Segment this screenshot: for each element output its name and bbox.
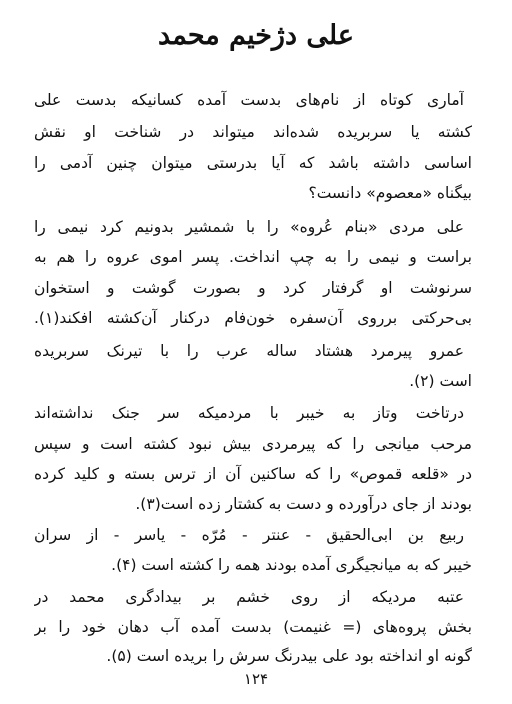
paragraph-2-line-3: سرنوشت او گرفتار کرد و بصورت گوشت و استخوان bbox=[34, 279, 472, 297]
paragraph-1-line-1: آماری کوتاه از نام‌های بدست آمده کسانیکه بدست علی bbox=[34, 91, 464, 109]
page-title: علی دژخیم محمد bbox=[158, 20, 354, 51]
paragraph-5-line-1: ربیع بن ابی‌الحقیق - عنتر - مُرّه - یاسر - از سران bbox=[34, 526, 464, 544]
paragraph-6-line-3: گونه او انداخته بود علی بیدرنگ سرش را بریده است (۵). bbox=[106, 647, 472, 665]
paragraph-4-line-2: مرحب میانجی را که پیرمردی بیش نبود کشته است و سپس bbox=[34, 435, 472, 453]
paragraph-6-line-1: عتبه مردیکه از روی خشم بر بیدادگری محمد در bbox=[34, 588, 464, 606]
paragraph-4-line-3: در «قلعه قموص» را که ساکنین آن از ترس بسته و کلید کرده bbox=[34, 465, 472, 483]
page-number: ۱۲۴ bbox=[243, 670, 269, 688]
paragraph-2-line-4: بی‌حرکتی برروی آن‌سفره خون‌فام درکنار آن‌کشته افکند(۱). bbox=[34, 309, 472, 327]
paragraph-4-line-1: درتاخت وتاز به خیبر با مردمیکه سر جنک نداشته‌اند bbox=[34, 404, 464, 422]
paragraph-5-line-2: خیبر که به میانجیگری آمده بودند همه را کشته است (۴). bbox=[111, 556, 472, 574]
paragraph-3-line-1: عمرو پیرمرد هشتاد ساله عرب را با تیرنک سربریده bbox=[34, 342, 464, 360]
paragraph-3-line-2: است (۲). bbox=[409, 372, 472, 390]
paragraph-2-line-1: علی مردی «بنام عُروه» را با شمشیر بدونیم کرد نیمی را bbox=[34, 218, 464, 236]
paragraph-1-line-4: بیگناه «معصوم» دانست؟ bbox=[308, 184, 472, 202]
paragraph-1-line-2: کشته یا سربریده شده‌اند میتواند در شناخت او نقش bbox=[34, 123, 472, 141]
paragraph-2-line-2: براست و نیمی را به چپ انداخت. پسر اموی عروه را هم به bbox=[34, 248, 472, 266]
paragraph-4-line-4: بودند از جای درآورده و دست به کشتار زده است(۳). bbox=[135, 495, 472, 513]
paragraph-6-line-2: بخش پروه‌های (= غنیمت) بدست آمده آب دهان خود را بر bbox=[34, 618, 472, 636]
paragraph-1-line-3: اساسی داشته باشد که آیا بدرستی میتوان چنین آدمی را bbox=[34, 154, 472, 172]
